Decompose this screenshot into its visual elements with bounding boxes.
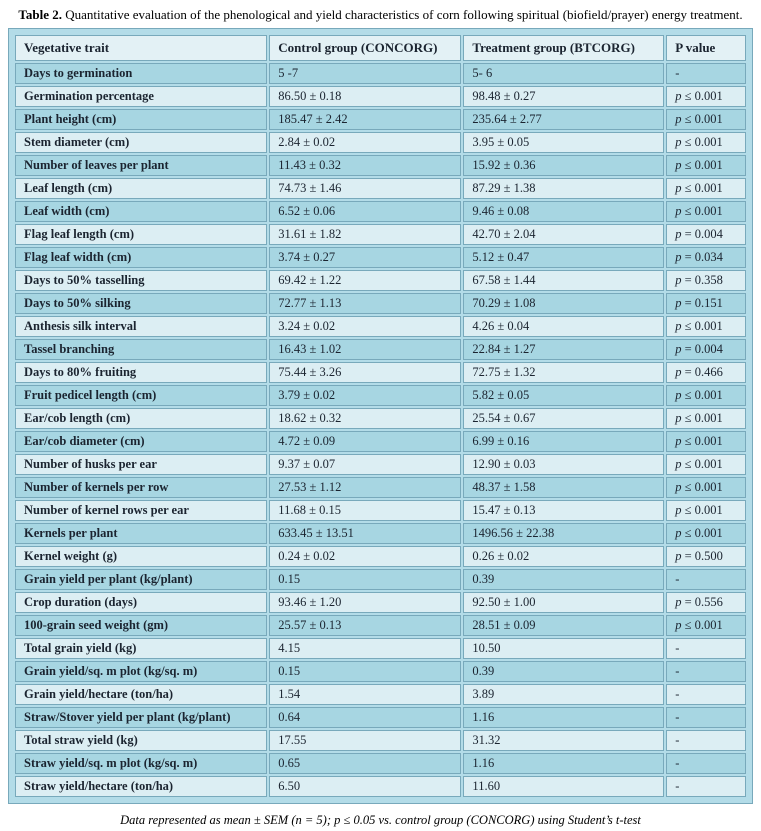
p-value-cell: p = 0.004 [666, 224, 746, 245]
control-value-cell: 3.74 ± 0.27 [269, 247, 461, 268]
table-row [15, 454, 746, 475]
control-value-cell: 6.50 [269, 776, 461, 797]
trait-cell: Leaf length (cm) [15, 178, 267, 199]
table-row [15, 477, 746, 498]
table-row [15, 155, 746, 176]
control-value-cell: 5 -7 [269, 63, 461, 84]
header-row [15, 35, 746, 61]
table-row [15, 224, 746, 245]
table-row [15, 362, 746, 383]
control-value-cell: 74.73 ± 1.46 [269, 178, 461, 199]
treatment-value-cell: 70.29 ± 1.08 [463, 293, 664, 314]
trait-cell: Grain yield/sq. m plot (kg/sq. m) [15, 661, 267, 682]
trait-cell: Total straw yield (kg) [15, 730, 267, 751]
trait-cell: Number of husks per ear [15, 454, 267, 475]
table-row [15, 247, 746, 268]
trait-cell: Straw yield/sq. m plot (kg/sq. m) [15, 753, 267, 774]
trait-cell: Flag leaf width (cm) [15, 247, 267, 268]
treatment-value-cell: 25.54 ± 0.67 [463, 408, 664, 429]
table-row [15, 408, 746, 429]
trait-cell: Anthesis silk interval [15, 316, 267, 337]
control-value-cell: 0.15 [269, 569, 461, 590]
table-row [15, 201, 746, 222]
control-value-cell: 3.79 ± 0.02 [269, 385, 461, 406]
table-row [15, 270, 746, 291]
p-value-cell: p = 0.466 [666, 362, 746, 383]
p-value-cell: - [666, 684, 746, 705]
treatment-value-cell: 5.12 ± 0.47 [463, 247, 664, 268]
table-row [15, 339, 746, 360]
control-value-cell: 2.84 ± 0.02 [269, 132, 461, 153]
control-value-cell: 72.77 ± 1.13 [269, 293, 461, 314]
header-vegetative-trait: Vegetative trait [15, 35, 267, 61]
control-value-cell: 0.65 [269, 753, 461, 774]
p-value-cell: p = 0.034 [666, 247, 746, 268]
treatment-value-cell: 42.70 ± 2.04 [463, 224, 664, 245]
data-table-frame [8, 28, 753, 804]
table-row [15, 661, 746, 682]
p-value-cell: - [666, 707, 746, 728]
control-value-cell: 6.52 ± 0.06 [269, 201, 461, 222]
trait-cell: Plant height (cm) [15, 109, 267, 130]
table-row [15, 592, 746, 613]
table-row [15, 638, 746, 659]
table-row [15, 293, 746, 314]
trait-cell: Kernels per plant [15, 523, 267, 544]
header-p-value: P value [666, 35, 746, 61]
table-head [15, 35, 746, 61]
trait-cell: Days to 80% fruiting [15, 362, 267, 383]
treatment-value-cell: 1.16 [463, 753, 664, 774]
p-value-cell: p ≤ 0.001 [666, 316, 746, 337]
table-caption [0, 0, 761, 28]
table-row [15, 178, 746, 199]
trait-cell: Days to 50% tasselling [15, 270, 267, 291]
trait-cell: Fruit pedicel length (cm) [15, 385, 267, 406]
p-value-cell: p ≤ 0.001 [666, 178, 746, 199]
control-value-cell: 69.42 ± 1.22 [269, 270, 461, 291]
treatment-value-cell: 0.39 [463, 661, 664, 682]
treatment-value-cell: 235.64 ± 2.77 [463, 109, 664, 130]
control-value-cell: 4.72 ± 0.09 [269, 431, 461, 452]
p-value-cell: p ≤ 0.001 [666, 86, 746, 107]
p-value-cell: p ≤ 0.001 [666, 454, 746, 475]
treatment-value-cell: 15.47 ± 0.13 [463, 500, 664, 521]
control-value-cell: 18.62 ± 0.32 [269, 408, 461, 429]
p-value-cell: - [666, 661, 746, 682]
treatment-value-cell: 1.16 [463, 707, 664, 728]
treatment-value-cell: 1496.56 ± 22.38 [463, 523, 664, 544]
treatment-value-cell: 31.32 [463, 730, 664, 751]
treatment-value-cell: 3.95 ± 0.05 [463, 132, 664, 153]
control-value-cell: 0.15 [269, 661, 461, 682]
p-value-cell: p ≤ 0.001 [666, 431, 746, 452]
trait-cell: Tassel branching [15, 339, 267, 360]
control-value-cell: 75.44 ± 3.26 [269, 362, 461, 383]
trait-cell: Total grain yield (kg) [15, 638, 267, 659]
header-control-group: Control group (CONCORG) [269, 35, 461, 61]
p-value-cell: p = 0.556 [666, 592, 746, 613]
p-value-cell: p = 0.358 [666, 270, 746, 291]
p-value-cell: p ≤ 0.001 [666, 132, 746, 153]
control-value-cell: 3.24 ± 0.02 [269, 316, 461, 337]
treatment-value-cell: 10.50 [463, 638, 664, 659]
table-row [15, 63, 746, 84]
control-value-cell: 633.45 ± 13.51 [269, 523, 461, 544]
trait-cell: Straw yield/hectare (ton/ha) [15, 776, 267, 797]
trait-cell: Ear/cob length (cm) [15, 408, 267, 429]
treatment-value-cell: 12.90 ± 0.03 [463, 454, 664, 475]
trait-cell: Days to 50% silking [15, 293, 267, 314]
table-row [15, 615, 746, 636]
p-value-cell: - [666, 753, 746, 774]
table-row [15, 707, 746, 728]
control-value-cell: 31.61 ± 1.82 [269, 224, 461, 245]
table-row [15, 316, 746, 337]
treatment-value-cell: 0.26 ± 0.02 [463, 546, 664, 567]
trait-cell: Kernel weight (g) [15, 546, 267, 567]
table-row [15, 546, 746, 567]
trait-cell: Grain yield per plant (kg/plant) [15, 569, 267, 590]
table-row [15, 431, 746, 452]
treatment-value-cell: 48.37 ± 1.58 [463, 477, 664, 498]
p-value-cell: p ≤ 0.001 [666, 615, 746, 636]
control-value-cell: 17.55 [269, 730, 461, 751]
control-value-cell: 0.64 [269, 707, 461, 728]
treatment-value-cell: 0.39 [463, 569, 664, 590]
table-row [15, 109, 746, 130]
treatment-value-cell: 87.29 ± 1.38 [463, 178, 664, 199]
treatment-value-cell: 92.50 ± 1.00 [463, 592, 664, 613]
p-value-cell: p = 0.151 [666, 293, 746, 314]
control-value-cell: 9.37 ± 0.07 [269, 454, 461, 475]
treatment-value-cell: 72.75 ± 1.32 [463, 362, 664, 383]
control-value-cell: 25.57 ± 0.13 [269, 615, 461, 636]
control-value-cell: 27.53 ± 1.12 [269, 477, 461, 498]
treatment-value-cell: 6.99 ± 0.16 [463, 431, 664, 452]
treatment-value-cell: 3.89 [463, 684, 664, 705]
p-value-cell: p ≤ 0.001 [666, 109, 746, 130]
p-value-cell: - [666, 63, 746, 84]
trait-cell: Germination percentage [15, 86, 267, 107]
control-value-cell: 11.43 ± 0.32 [269, 155, 461, 176]
table-row [15, 500, 746, 521]
table-row [15, 523, 746, 544]
control-value-cell: 185.47 ± 2.42 [269, 109, 461, 130]
control-value-cell: 11.68 ± 0.15 [269, 500, 461, 521]
trait-cell: Leaf width (cm) [15, 201, 267, 222]
trait-cell: Straw/Stover yield per plant (kg/plant) [15, 707, 267, 728]
trait-cell: Flag leaf length (cm) [15, 224, 267, 245]
treatment-value-cell: 15.92 ± 0.36 [463, 155, 664, 176]
control-value-cell: 1.54 [269, 684, 461, 705]
table-row [15, 776, 746, 797]
p-value-cell: p ≤ 0.001 [666, 385, 746, 406]
treatment-value-cell: 98.48 ± 0.27 [463, 86, 664, 107]
trait-cell: Ear/cob diameter (cm) [15, 431, 267, 452]
table-row [15, 86, 746, 107]
control-value-cell: 0.24 ± 0.02 [269, 546, 461, 567]
table-body [15, 63, 746, 797]
p-value-cell: - [666, 730, 746, 751]
data-table [13, 33, 748, 799]
p-value-cell: - [666, 776, 746, 797]
control-value-cell: 93.46 ± 1.20 [269, 592, 461, 613]
table-row [15, 730, 746, 751]
trait-cell: Number of leaves per plant [15, 155, 267, 176]
treatment-value-cell: 22.84 ± 1.27 [463, 339, 664, 360]
treatment-value-cell: 67.58 ± 1.44 [463, 270, 664, 291]
p-value-cell: p ≤ 0.001 [666, 408, 746, 429]
table-footnote: Data represented as mean ± SEM (n = 5); p ≤ 0.05 vs. control group (CONCORG) using Student’s t-test [120, 813, 641, 827]
trait-cell: Stem diameter (cm) [15, 132, 267, 153]
header-treatment-group: Treatment group (BTCORG) [463, 35, 664, 61]
table-row [15, 753, 746, 774]
p-value-cell: p ≤ 0.001 [666, 523, 746, 544]
treatment-value-cell: 28.51 ± 0.09 [463, 615, 664, 636]
p-value-cell: p ≤ 0.001 [666, 201, 746, 222]
table-row [15, 132, 746, 153]
treatment-value-cell: 11.60 [463, 776, 664, 797]
control-value-cell: 16.43 ± 1.02 [269, 339, 461, 360]
treatment-value-cell: 5.82 ± 0.05 [463, 385, 664, 406]
p-value-cell: - [666, 569, 746, 590]
trait-cell: Number of kernels per row [15, 477, 267, 498]
p-value-cell: p ≤ 0.001 [666, 477, 746, 498]
table-caption-text: Quantitative evaluation of the phenological and yield characteristics of corn following spiritual (biofield/prayer) energy treatment. [62, 7, 743, 22]
p-value-cell: p = 0.500 [666, 546, 746, 567]
p-value-cell: p = 0.004 [666, 339, 746, 360]
table-row [15, 385, 746, 406]
p-value-cell: p ≤ 0.001 [666, 500, 746, 521]
trait-cell: Number of kernel rows per ear [15, 500, 267, 521]
table-row [15, 684, 746, 705]
trait-cell: Grain yield/hectare (ton/ha) [15, 684, 267, 705]
treatment-value-cell: 9.46 ± 0.08 [463, 201, 664, 222]
treatment-value-cell: 4.26 ± 0.04 [463, 316, 664, 337]
p-value-cell: p ≤ 0.001 [666, 155, 746, 176]
trait-cell: Crop duration (days) [15, 592, 267, 613]
table-caption-label: Table 2. [18, 7, 62, 22]
control-value-cell: 86.50 ± 0.18 [269, 86, 461, 107]
control-value-cell: 4.15 [269, 638, 461, 659]
p-value-cell: - [666, 638, 746, 659]
treatment-value-cell: 5- 6 [463, 63, 664, 84]
trait-cell: Days to germination [15, 63, 267, 84]
table-row [15, 569, 746, 590]
trait-cell: 100-grain seed weight (gm) [15, 615, 267, 636]
